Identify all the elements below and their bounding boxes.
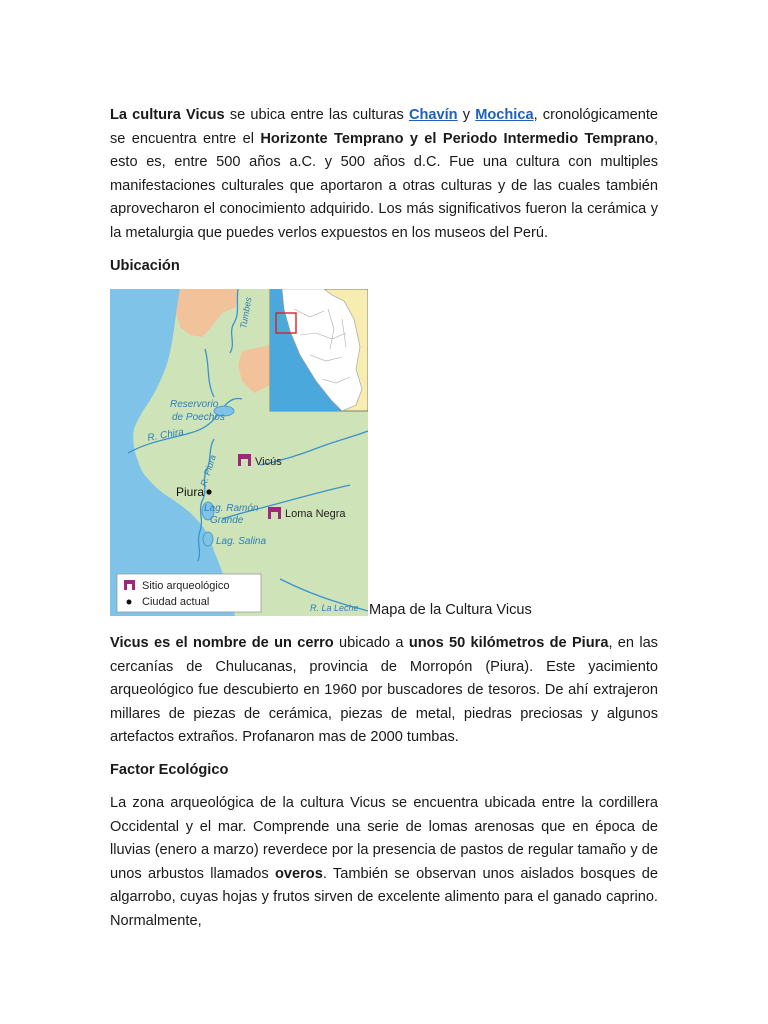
chavin-link[interactable]: Chavín bbox=[408, 107, 458, 123]
legend-site-icon bbox=[124, 580, 135, 590]
map-figure bbox=[110, 289, 658, 619]
intro-bold-title: La cultura Vicus bbox=[110, 107, 225, 123]
map-legend bbox=[117, 574, 261, 612]
vicus-text-1: ubicado a bbox=[333, 635, 409, 651]
loma-negra-site-marker bbox=[268, 507, 281, 519]
label-reservorio: Reservorio bbox=[170, 399, 219, 410]
label-lag-ramon-2: Grande bbox=[210, 515, 244, 526]
label-chira: R. Chira bbox=[146, 426, 185, 444]
factor-text-2: . También se observan unos aislados bosques de algarrobo, cuyas hojas y frutos sirven de excelente alimento para el ganado caprino. Normalmente, bbox=[110, 865, 659, 929]
label-rpiura: R. Piura bbox=[198, 453, 218, 488]
vicus-map-image bbox=[110, 289, 368, 616]
vicus-paragraph bbox=[110, 632, 658, 750]
factor-paragraph bbox=[110, 792, 658, 933]
label-lag-ramon-1: Lag. Ramón bbox=[204, 503, 259, 514]
ubicacion-heading: Ubicación bbox=[110, 258, 180, 274]
intro-paragraph bbox=[110, 104, 658, 245]
factor-bold-overos: overos bbox=[274, 865, 323, 882]
legend-ciudad-label: Ciudad actual bbox=[142, 596, 210, 608]
label-tumbes: Tumbes bbox=[238, 296, 254, 330]
vicus-site-marker bbox=[238, 454, 251, 466]
intro-text-2: y bbox=[457, 107, 476, 123]
intro-text-3: , cronológicamente se encuentra entre el bbox=[110, 107, 659, 147]
peru-inset-map bbox=[270, 289, 368, 411]
label-vicus: Vicús bbox=[255, 456, 282, 468]
legend-sitio-label: Sitio arqueológico bbox=[142, 580, 230, 592]
vicus-bold-1: Vicus es el nombre de un cerro bbox=[110, 635, 334, 651]
label-poechos: de Poechos bbox=[172, 412, 225, 423]
factor-ecologico-heading: Factor Ecológico bbox=[110, 762, 229, 778]
label-la-leche: R. La Leche bbox=[310, 603, 359, 613]
vicus-bold-2: unos 50 kilómetros de Piura bbox=[408, 635, 609, 651]
label-lag-salina: Lag. Salina bbox=[216, 536, 267, 547]
intro-bold-period: Horizonte Temprano y el Periodo Intermedio Temprano bbox=[260, 130, 654, 147]
vicus-text-2: , en las cercanías de Chulucanas, provincia de Morropón (Piura). Este yacimiento arqueológico fue descubierto en 1960 por buscadores de tesoros. De ahí extrajeron millares de piezas de cerámica, piezas de metal, piedras preciosas y algunos artefactos extraños. Profanaron mas de 2000 tumbas. bbox=[110, 635, 658, 745]
factor-text-1: La zona arqueológica de la cultura Vicus se encuentra ubicada entre la cordillera Occidental y el mar. Comprende una serie de lomas arenosas que en época de lluvias (enero a marzo) reverdece por la presencia de pastos de regular tamaño y de unos arbustos llamados bbox=[110, 795, 658, 882]
label-piura: Piura bbox=[176, 485, 205, 499]
label-loma-negra: Loma Negra bbox=[285, 508, 346, 520]
intro-text-1: se ubica entre las culturas bbox=[224, 107, 409, 123]
mochica-link[interactable]: Mochica bbox=[475, 107, 534, 123]
lake-salina bbox=[203, 532, 213, 546]
legend-city-dot bbox=[127, 600, 132, 605]
intro-text-4: , esto es, entre 500 años a.C. y 500 años d.C. Fue una cultura con multiples manifestaciones culturales que aportaron a otras culturas y de las cuales también aprovecharon el conocimiento adquirido. Los más significativos fueron la cerámica y la metalurgia que puedes verlos expuestos en los museos del Perú. bbox=[110, 130, 658, 241]
piura-city-dot bbox=[206, 489, 211, 494]
map-caption: Mapa de la Cultura Vicus bbox=[369, 602, 532, 618]
